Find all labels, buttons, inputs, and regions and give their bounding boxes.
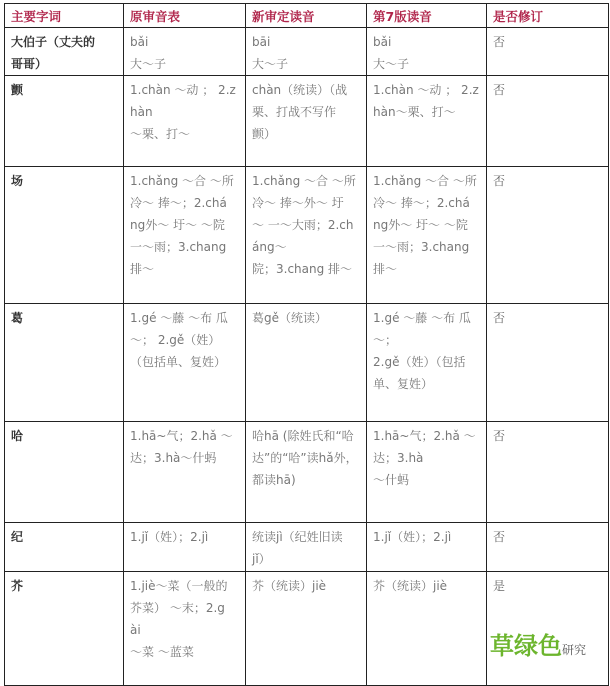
cell-line: 芥（统读）jiè bbox=[252, 579, 327, 593]
original-cell bbox=[124, 422, 246, 523]
table-row bbox=[5, 76, 609, 167]
new-reading-cell bbox=[246, 304, 367, 422]
cell-line: 大伯子（丈夫的 bbox=[11, 35, 96, 49]
cell-line: （包括单、复姓） bbox=[130, 355, 227, 369]
word-cell bbox=[5, 304, 124, 422]
cell-line: 哈hā (除姓氏和“哈 bbox=[252, 429, 354, 443]
cell-line: bǎi bbox=[130, 35, 149, 49]
cell-line: 单、复姓） bbox=[373, 377, 434, 391]
cell-line: 1.jiè～菜（一般的 bbox=[130, 579, 228, 593]
cell-line: 哥哥） bbox=[11, 57, 48, 71]
seventh-edition-cell bbox=[367, 28, 487, 76]
cell-line: 1.hā~气；2.hǎ ～ bbox=[130, 429, 233, 443]
revised-cell: 否 bbox=[487, 422, 609, 523]
seventh-edition-cell bbox=[367, 572, 487, 686]
seventh-edition-cell bbox=[367, 167, 487, 304]
cell-line: ～； 2.gě（姓） bbox=[130, 333, 221, 347]
new-reading-cell bbox=[246, 28, 367, 76]
cell-line: 场 bbox=[11, 174, 24, 188]
cell-line: 大～子 bbox=[130, 57, 167, 71]
cell-line: 排～ bbox=[373, 262, 398, 276]
word-cell bbox=[5, 167, 124, 304]
cell-line: 栗、打战不写作 bbox=[252, 105, 337, 119]
watermark-main: 草绿色 bbox=[490, 632, 562, 660]
original-cell bbox=[124, 28, 246, 76]
cell-line: 统读jì（纪姓旧读 bbox=[252, 530, 343, 544]
cell-line: ～栗、打～ bbox=[130, 127, 191, 141]
header-new: 新审定读音 bbox=[246, 4, 367, 28]
table-header-row bbox=[5, 4, 609, 28]
pronunciation-table bbox=[4, 3, 609, 686]
word-cell bbox=[5, 523, 124, 572]
cell-line: hàn～栗、打～ bbox=[373, 105, 456, 119]
cell-line: 1.jǐ（姓）；2.jì bbox=[373, 530, 452, 544]
new-reading-cell bbox=[246, 167, 367, 304]
cell-line: 达”的“哈”读hǎ外， bbox=[252, 451, 358, 465]
watermark-logo bbox=[490, 626, 586, 661]
cell-line: 葛 bbox=[11, 311, 24, 325]
cell-line: 都读hā) bbox=[252, 473, 296, 487]
cell-line: 达；3.hà～什蚂 bbox=[130, 451, 217, 465]
header-original: 原审音表 bbox=[124, 4, 246, 28]
header-revised: 是否修订 bbox=[487, 4, 609, 28]
cell-line: 1.jǐ（姓）；2.jì bbox=[130, 530, 209, 544]
original-cell bbox=[124, 572, 246, 686]
table-row bbox=[5, 28, 609, 76]
cell-line: 排～ bbox=[130, 262, 155, 276]
word-cell bbox=[5, 76, 124, 167]
header-7th-edition: 第7版读音 bbox=[367, 4, 487, 28]
cell-line: áng～ bbox=[252, 240, 287, 254]
cell-line: 1.chàn ～动 ； 2.z bbox=[130, 83, 236, 97]
cell-line: hàn bbox=[130, 105, 153, 119]
cell-line: ～ 一～大雨；2.ch bbox=[252, 218, 354, 232]
revised-cell: 否 bbox=[487, 304, 609, 422]
cell-line: 芥 bbox=[11, 579, 24, 593]
word-cell bbox=[5, 28, 124, 76]
cell-line: chàn（统读）（战 bbox=[252, 83, 348, 97]
cell-line: 2.gě（姓）（包括 bbox=[373, 355, 466, 369]
table-row bbox=[5, 304, 609, 422]
original-cell bbox=[124, 76, 246, 167]
seventh-edition-cell bbox=[367, 76, 487, 167]
cell-line: 哈 bbox=[11, 429, 24, 443]
cell-line: 一～雨；3.chang bbox=[373, 240, 470, 254]
seventh-edition-cell bbox=[367, 523, 487, 572]
seventh-edition-cell bbox=[367, 304, 487, 422]
word-cell bbox=[5, 572, 124, 686]
cell-line: ～； bbox=[373, 333, 398, 347]
cell-line: 1.chàn ～动 ； 2.z bbox=[373, 83, 479, 97]
cell-line: 大～子 bbox=[252, 57, 289, 71]
cell-line: 1.gé ～藤 ～布 瓜 bbox=[373, 311, 471, 325]
cell-line: 颤） bbox=[252, 127, 277, 141]
cell-line: 1.chǎng ～合 ～所 bbox=[130, 174, 234, 188]
cell-line: 达；3.hà bbox=[373, 451, 424, 465]
cell-line: 院；3.chang 排～ bbox=[252, 262, 353, 276]
cell-line: ～什蚂 bbox=[373, 473, 410, 487]
new-reading-cell bbox=[246, 523, 367, 572]
cell-line: jǐ） bbox=[252, 552, 271, 566]
original-cell bbox=[124, 304, 246, 422]
revised-cell: 是 bbox=[487, 572, 609, 686]
table-row bbox=[5, 523, 609, 572]
cell-line: 冷～ 捧～；2.chá bbox=[130, 196, 227, 210]
cell-line: 冷～ 捧～外～ 圩 bbox=[252, 196, 344, 210]
cell-line: 一～雨；3.chang bbox=[130, 240, 227, 254]
cell-line: 大～子 bbox=[373, 57, 410, 71]
cell-line: ～菜 ～蓝菜 bbox=[130, 645, 194, 659]
revised-cell: 否 bbox=[487, 523, 609, 572]
cell-line: 葛gě（统读） bbox=[252, 311, 328, 325]
cell-line: ài bbox=[130, 623, 141, 637]
seventh-edition-cell bbox=[367, 422, 487, 523]
watermark-sub: 研究 bbox=[562, 643, 587, 657]
cell-line: 芥（统读）jiè bbox=[373, 579, 448, 593]
cell-line: 1.gé ～藤 ～布 瓜 bbox=[130, 311, 228, 325]
revised-cell: 否 bbox=[487, 76, 609, 167]
cell-line: bāi bbox=[252, 35, 271, 49]
table-row bbox=[5, 167, 609, 304]
original-cell bbox=[124, 167, 246, 304]
revised-cell: 否 bbox=[487, 167, 609, 304]
cell-line: 1.hā~气；2.hǎ ～ bbox=[373, 429, 476, 443]
cell-line: 芥菜） ～末；2.g bbox=[130, 601, 225, 615]
cell-line: 1.chǎng ～合 ～所 bbox=[373, 174, 477, 188]
cell-line: 纪 bbox=[11, 530, 24, 544]
new-reading-cell bbox=[246, 76, 367, 167]
new-reading-cell bbox=[246, 572, 367, 686]
word-cell bbox=[5, 422, 124, 523]
table-row bbox=[5, 422, 609, 523]
revised-cell: 否 bbox=[487, 28, 609, 76]
header-word: 主要字词 bbox=[5, 4, 124, 28]
new-reading-cell bbox=[246, 422, 367, 523]
cell-line: ng外～ 圩～ ～院 bbox=[130, 218, 225, 232]
cell-line: 1.chǎng ～合 ～所 bbox=[252, 174, 356, 188]
cell-line: 颤 bbox=[11, 83, 24, 97]
cell-line: ng外～ 圩～ ～院 bbox=[373, 218, 468, 232]
cell-line: 冷～ 捧～；2.chá bbox=[373, 196, 470, 210]
original-cell bbox=[124, 523, 246, 572]
cell-line: bǎi bbox=[373, 35, 392, 49]
